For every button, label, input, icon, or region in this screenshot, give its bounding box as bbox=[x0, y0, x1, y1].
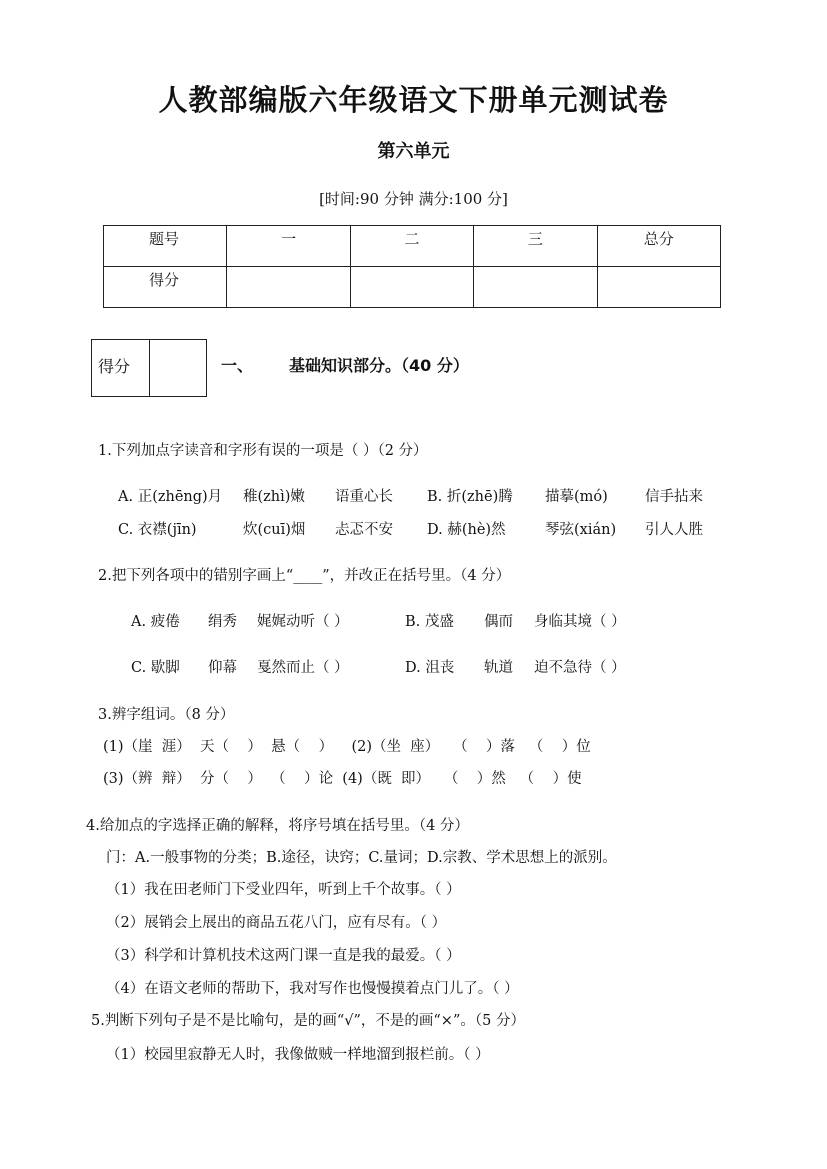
option-item: 轨道 bbox=[484, 660, 513, 676]
question-4-item: （1）我在田老师门下受业四年，听到上千个故事。（ ） bbox=[106, 882, 461, 898]
option-item: 炊(cuī)烟 bbox=[243, 522, 306, 538]
question-3: 3.辨字组词。（8 分） bbox=[98, 707, 235, 723]
option-item: 琴弦(xián) bbox=[545, 522, 617, 538]
section-score-label: 得分 bbox=[98, 357, 131, 376]
question-1-options-row-1 bbox=[118, 485, 703, 506]
question-1: 1.下列加点字读音和字形有误的一项是（ ）（2 分） bbox=[98, 443, 428, 459]
question-2-options-row-1 bbox=[131, 610, 626, 631]
option-item: 稚(zhì)嫩 bbox=[243, 489, 305, 505]
score-table-cell bbox=[350, 267, 473, 308]
score-table-cell bbox=[474, 267, 597, 308]
option-item: 绢秀 bbox=[208, 614, 237, 630]
question-4: 4.给加点的字选择正确的解释，将序号填在括号里。（4 分） bbox=[86, 818, 469, 834]
score-table-cell bbox=[227, 267, 350, 308]
question-4-item: （3）科学和计算机技术这两门课一直是我的最爱。（ ） bbox=[106, 948, 461, 964]
option-item: 迫不急待（ ） bbox=[534, 660, 626, 676]
section-heading bbox=[221, 353, 469, 376]
option-item: 信手拈来 bbox=[645, 489, 703, 505]
score-table-cell: 总分 bbox=[597, 226, 720, 267]
section-score-box bbox=[91, 339, 207, 397]
score-table bbox=[103, 225, 721, 308]
unit-subtitle: 第六单元 bbox=[377, 141, 450, 162]
score-box-divider bbox=[149, 340, 150, 396]
score-table-cell: 二 bbox=[350, 226, 473, 267]
option-item: 偶而 bbox=[484, 614, 513, 630]
option-item: C. 歇脚 bbox=[131, 660, 180, 676]
option-item: C. 衣襟(jīn) bbox=[118, 522, 197, 538]
score-table-cell: 一 bbox=[227, 226, 350, 267]
question-2: 2.把下列各项中的错别字画上“____”，并改正在括号里。（4 分） bbox=[98, 568, 511, 584]
option-item: 语重心长 bbox=[335, 489, 393, 505]
option-item: B. 茂盛 bbox=[405, 614, 454, 630]
score-table-header-row bbox=[104, 226, 721, 267]
option-item: 戛然而止（ ） bbox=[257, 660, 349, 676]
question-1-options-row-2 bbox=[118, 518, 703, 539]
time-score-info: [时间:90 分钟 满分:100 分] bbox=[319, 190, 508, 208]
section-number: 一、 bbox=[221, 356, 254, 375]
question-3-line-2: (3)（辨 辩） 分（ ） （ ）论 (4)（既 即） （ ）然 （ ）使 bbox=[103, 771, 582, 787]
question-5: 5.判断下列句子是不是比喻句，是的画“√”，不是的画“×”。（5 分） bbox=[91, 1013, 525, 1029]
option-item: 描摹(mó) bbox=[545, 489, 608, 505]
question-4-item: （2）展销会上展出的商品五花八门，应有尽有。（ ） bbox=[106, 915, 447, 931]
question-4-definition: 门：A.一般事物的分类；B.途径，诀窍；C.量词；D.宗教、学术思想上的派别。 bbox=[106, 850, 617, 866]
option-item: 忐忑不安 bbox=[335, 522, 393, 538]
score-table-score-row bbox=[104, 267, 721, 308]
option-item: 娓娓动听（ ） bbox=[257, 614, 349, 630]
score-table-cell: 题号 bbox=[104, 226, 227, 267]
question-5-item: （1）校园里寂静无人时，我像做贼一样地溜到报栏前。（ ） bbox=[106, 1047, 490, 1063]
option-item: D. 沮丧 bbox=[405, 660, 455, 676]
option-item: 引人人胜 bbox=[645, 522, 703, 538]
section-title: 基础知识部分。（40 分） bbox=[289, 356, 469, 375]
score-table-cell: 三 bbox=[474, 226, 597, 267]
option-item: 仰幕 bbox=[208, 660, 237, 676]
score-table-cell: 得分 bbox=[104, 267, 227, 308]
option-item: A. 正(zhēng)月 bbox=[118, 489, 223, 505]
option-item: D. 赫(hè)然 bbox=[427, 522, 506, 538]
question-4-item: （4）在语文老师的帮助下，我对写作也慢慢摸着点门儿了。（ ） bbox=[106, 981, 519, 997]
question-3-line-1: (1)（崖 涯） 天（ ） 悬（ ） (2)（坐 座） （ ）落 （ ）位 bbox=[103, 739, 591, 755]
option-item: B. 折(zhē)腾 bbox=[427, 489, 513, 505]
question-2-options-row-2 bbox=[131, 656, 626, 677]
option-item: 身临其境（ ） bbox=[534, 614, 626, 630]
score-table-cell bbox=[597, 267, 720, 308]
option-item: A. 疲倦 bbox=[131, 614, 180, 630]
page-title: 人教部编版六年级语文下册单元测试卷 bbox=[158, 83, 669, 117]
